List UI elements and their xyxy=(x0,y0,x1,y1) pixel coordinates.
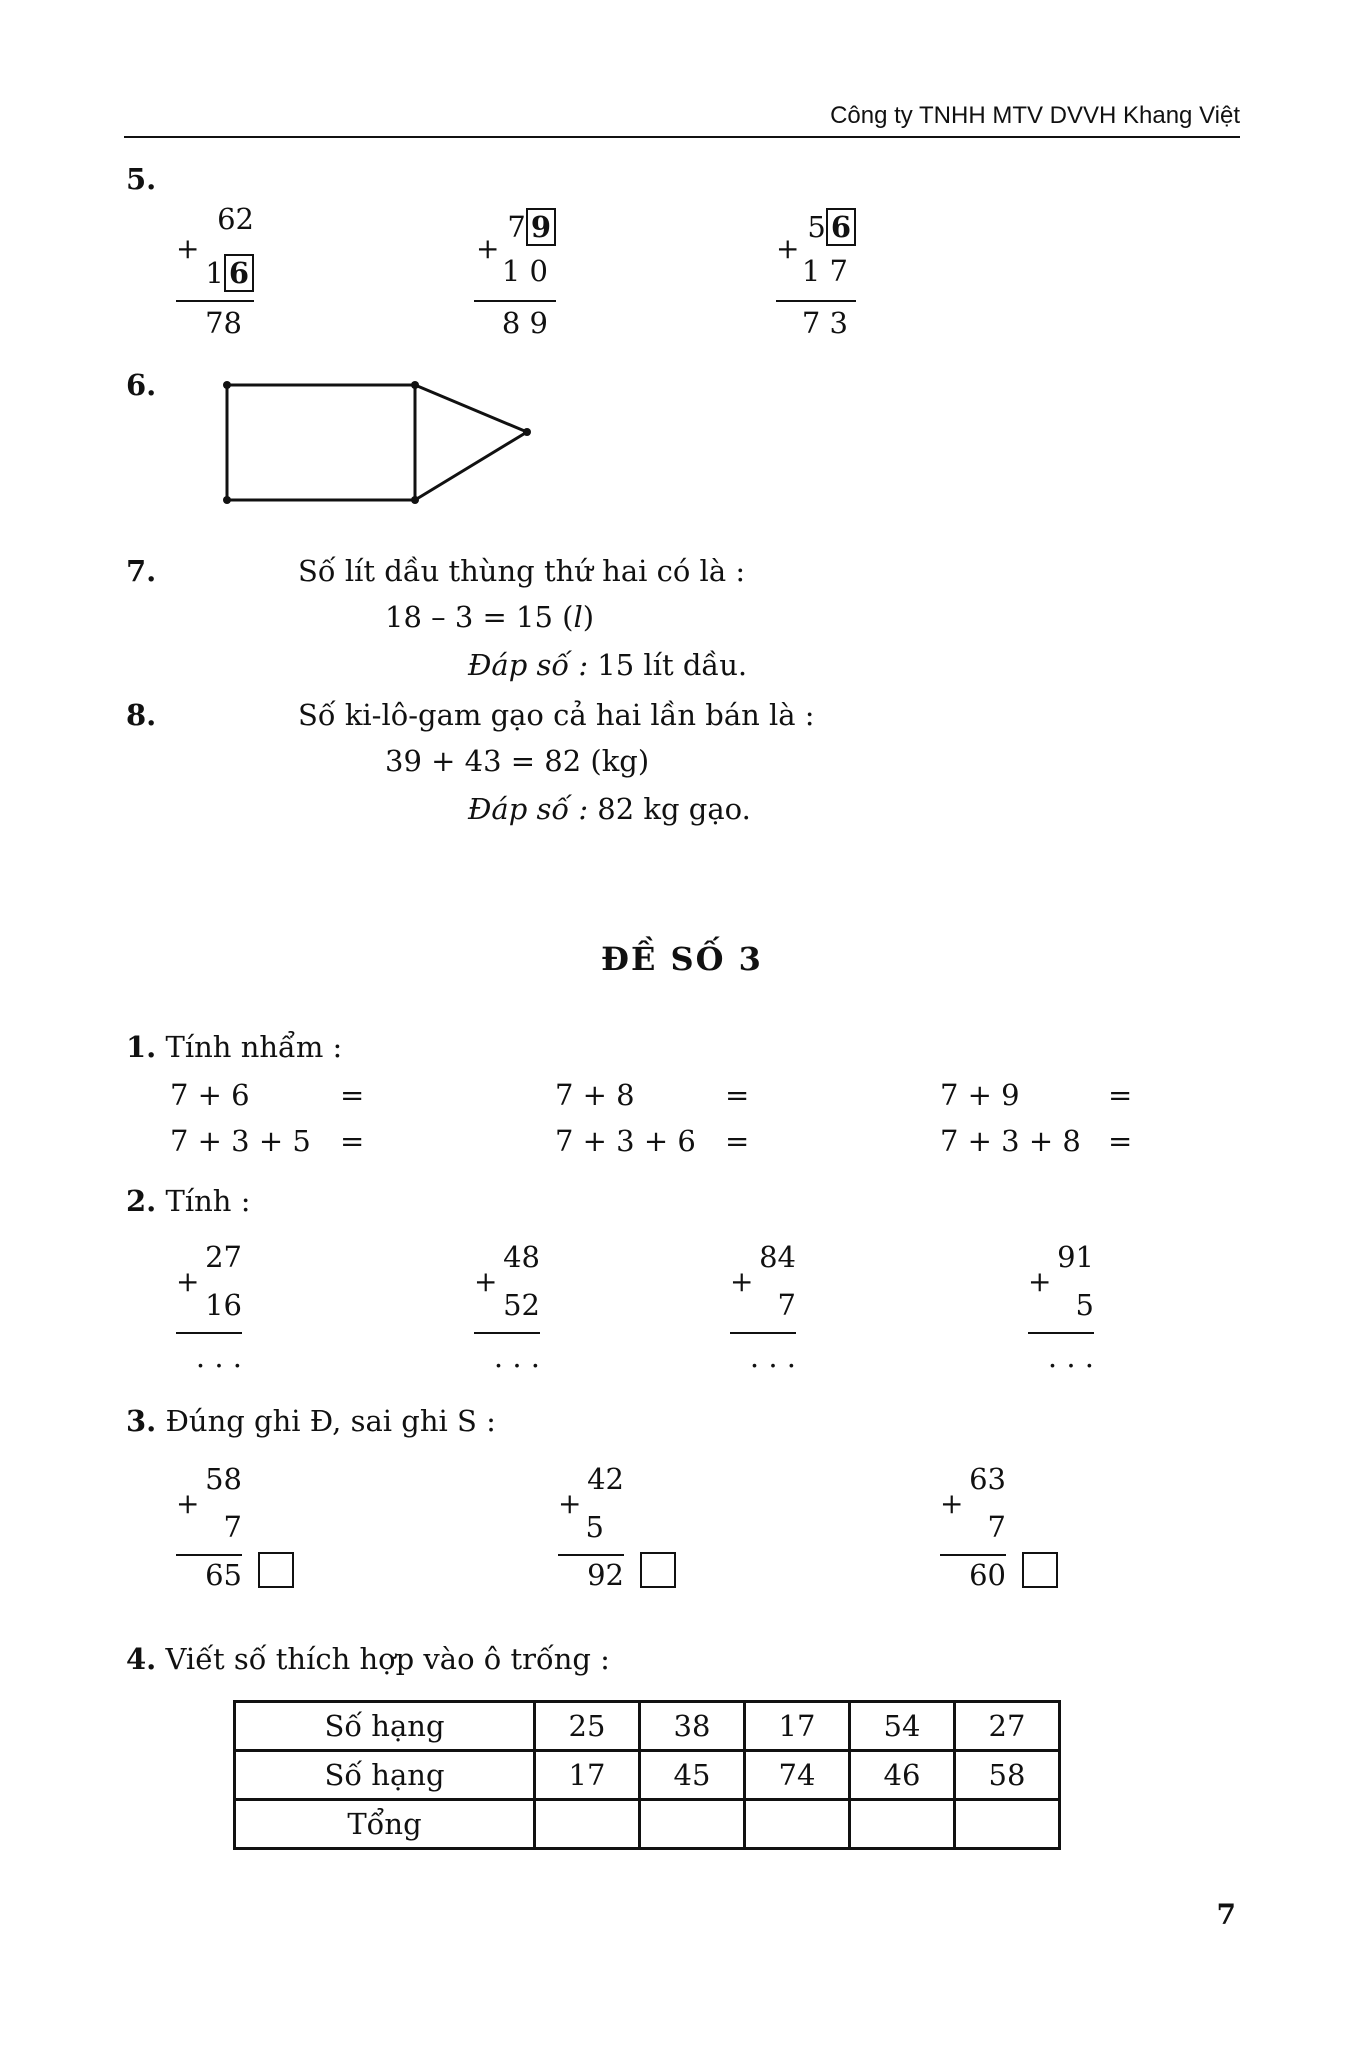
addition-table xyxy=(233,1700,1061,1850)
p2-2-dots: . . . xyxy=(493,1340,540,1374)
q5-3-line xyxy=(776,300,856,302)
p3-2-line xyxy=(558,1554,624,1556)
p1-expr-6: 7 + 3 + 8 xyxy=(940,1124,1081,1158)
p3-heading: 3. Đúng ghi Đ, sai ghi S : xyxy=(126,1404,496,1438)
p2-addition-1 xyxy=(174,1240,242,1380)
q5-1-answer-box: 6 xyxy=(224,254,254,292)
q5-1-result: 78 xyxy=(205,306,242,340)
p3-addition-3 xyxy=(938,1462,1006,1602)
p2-2-top: 48 xyxy=(503,1240,540,1274)
p3-3-result: 60 xyxy=(969,1558,1006,1592)
p2-1-top: 27 xyxy=(205,1240,242,1274)
table-answer-cell[interactable] xyxy=(640,1800,745,1849)
p2-addition-2 xyxy=(472,1240,540,1380)
q5-1-plus: + xyxy=(176,232,200,265)
table-row-label: Số hạng xyxy=(235,1751,535,1800)
table-row-label: Số hạng xyxy=(235,1702,535,1751)
p3-2-result: 92 xyxy=(587,1558,624,1592)
header-rule xyxy=(124,136,1240,138)
table-answer-cell[interactable] xyxy=(745,1800,850,1849)
p2-1-bottom: 16 xyxy=(205,1288,242,1322)
q5-2-bottom: 1 0 xyxy=(501,254,548,288)
p1-expr-4: 7 + 3 + 5 xyxy=(170,1124,311,1158)
q5-addition-3 xyxy=(770,202,856,342)
q5-addition-2 xyxy=(470,202,556,342)
q7-answer: Đáp số : 15 lít dầu. xyxy=(468,648,748,682)
p1-eq-6: = xyxy=(1108,1124,1133,1158)
table-row-label: Tổng xyxy=(235,1800,535,1849)
table-cell: 38 xyxy=(640,1702,745,1751)
p3-1-result: 65 xyxy=(205,1558,242,1592)
p3-addition-2 xyxy=(556,1462,624,1602)
p2-1-dots: . . . xyxy=(195,1340,242,1374)
p3-1-line xyxy=(176,1554,242,1556)
p3-3-answer-box[interactable] xyxy=(1022,1552,1058,1588)
q5-1-line xyxy=(176,300,254,302)
p3-2-top: 42 xyxy=(587,1462,624,1496)
p1-eq-1: = xyxy=(340,1078,365,1112)
p3-addition-1 xyxy=(174,1462,242,1602)
p3-3-top: 63 xyxy=(969,1462,1006,1496)
p2-addition-4 xyxy=(1026,1240,1094,1380)
table-answer-cell[interactable] xyxy=(535,1800,640,1849)
table-row xyxy=(235,1702,1060,1751)
p2-4-top: 91 xyxy=(1057,1240,1094,1274)
table-cell: 17 xyxy=(535,1751,640,1800)
table-cell: 45 xyxy=(640,1751,745,1800)
p2-3-bottom: 7 xyxy=(777,1288,796,1322)
q7-number: 7. xyxy=(126,554,157,588)
table-answer-cell[interactable] xyxy=(955,1800,1060,1849)
p3-2-bottom: 5 xyxy=(585,1510,604,1544)
p2-4-line xyxy=(1028,1332,1094,1334)
q5-2-answer-box: 9 xyxy=(526,208,556,246)
p1-expr-3: 7 + 9 xyxy=(940,1078,1020,1112)
q8-question: Số ki-lô-gam gạo cả hai lần bán là : xyxy=(298,698,815,732)
table-answer-cell[interactable] xyxy=(850,1800,955,1849)
p3-1-plus: + xyxy=(176,1487,200,1520)
p2-4-dots: . . . xyxy=(1047,1340,1094,1374)
q5-1-bottom: 1 6 xyxy=(205,254,254,292)
q8-calculation: 39 + 43 = 82 (kg) xyxy=(385,744,650,778)
table-cell: 54 xyxy=(850,1702,955,1751)
p3-3-line xyxy=(940,1554,1006,1556)
table-row xyxy=(235,1751,1060,1800)
p2-2-line xyxy=(474,1332,540,1334)
table-cell: 58 xyxy=(955,1751,1060,1800)
q5-2-result: 8 9 xyxy=(501,306,548,340)
table-cell: 17 xyxy=(745,1702,850,1751)
p2-3-top: 84 xyxy=(759,1240,796,1274)
q6-pentagon-figure xyxy=(215,375,545,515)
q5-3-result: 7 3 xyxy=(801,306,848,340)
p3-2-plus: + xyxy=(558,1487,582,1520)
p1-eq-5: = xyxy=(725,1124,750,1158)
section-title: ĐỀ SỐ 3 xyxy=(601,940,763,978)
p2-3-line xyxy=(730,1332,796,1334)
p2-addition-3 xyxy=(728,1240,796,1380)
p4-heading: 4. Viết số thích hợp vào ô trống : xyxy=(126,1642,610,1676)
p2-4-bottom: 5 xyxy=(1075,1288,1094,1322)
q5-2-top: 7 9 xyxy=(507,208,556,246)
q5-number: 5. xyxy=(126,162,157,196)
table-cell: 46 xyxy=(850,1751,955,1800)
p3-2-answer-box[interactable] xyxy=(640,1552,676,1588)
table-cell: 27 xyxy=(955,1702,1060,1751)
p2-heading: 2. Tính : xyxy=(126,1184,251,1218)
q5-2-line xyxy=(474,300,556,302)
p1-expr-1: 7 + 6 xyxy=(170,1078,250,1112)
p2-2-plus: + xyxy=(474,1265,498,1298)
q5-3-answer-box: 6 xyxy=(826,208,856,246)
p3-1-answer-box[interactable] xyxy=(258,1552,294,1588)
q5-3-plus: + xyxy=(776,232,800,265)
p1-eq-3: = xyxy=(1108,1078,1133,1112)
q5-2-plus: + xyxy=(476,232,500,265)
q5-addition-1 xyxy=(170,202,254,342)
p3-3-plus: + xyxy=(940,1487,964,1520)
q6-number: 6. xyxy=(126,368,157,402)
page-number: 7 xyxy=(1216,1898,1236,1931)
p2-3-dots: . . . xyxy=(749,1340,796,1374)
q7-question: Số lít dầu thùng thứ hai có là : xyxy=(298,554,746,588)
p2-3-plus: + xyxy=(730,1265,754,1298)
table-cell: 74 xyxy=(745,1751,850,1800)
p3-3-bottom: 7 xyxy=(987,1510,1006,1544)
p2-2-bottom: 52 xyxy=(503,1288,540,1322)
p2-4-plus: + xyxy=(1028,1265,1052,1298)
table-row xyxy=(235,1800,1060,1849)
p3-1-bottom: 7 xyxy=(223,1510,242,1544)
q8-number: 8. xyxy=(126,698,157,732)
p3-1-top: 58 xyxy=(205,1462,242,1496)
p1-expr-2: 7 + 8 xyxy=(555,1078,635,1112)
p1-expr-5: 7 + 3 + 6 xyxy=(555,1124,696,1158)
q8-answer: Đáp số : 82 kg gạo. xyxy=(468,792,751,826)
table-cell: 25 xyxy=(535,1702,640,1751)
q5-3-bottom: 1 7 xyxy=(801,254,848,288)
p2-1-plus: + xyxy=(176,1265,200,1298)
publisher-header: Công ty TNHH MTV DVVH Khang Việt xyxy=(830,102,1240,129)
p2-1-line xyxy=(176,1332,242,1334)
q5-1-top: 62 xyxy=(217,202,254,236)
q5-3-top: 5 6 xyxy=(807,208,856,246)
p1-eq-2: = xyxy=(725,1078,750,1112)
q7-calculation: 18 – 3 = 15 (l) xyxy=(385,600,595,634)
p1-heading: 1. Tính nhẩm : xyxy=(126,1030,343,1064)
p1-eq-4: = xyxy=(340,1124,365,1158)
